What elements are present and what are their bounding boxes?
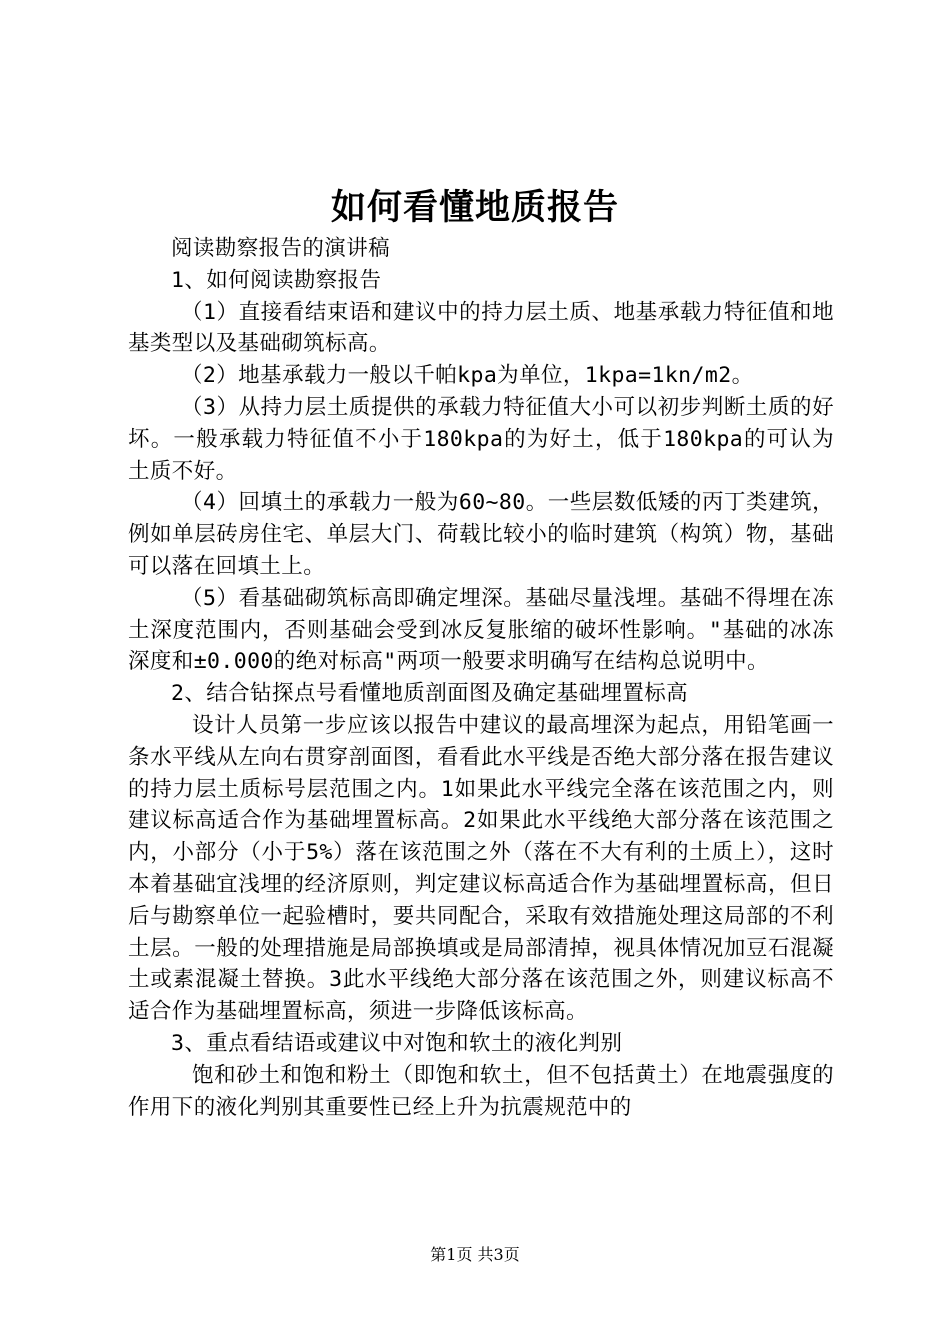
document-title: 如何看懂地质报告 [330,187,619,228]
section-heading-1: 1、如何阅读勘察报告 [171,267,382,293]
paragraph-item-2: （2）地基承载力一般以千帕kpa为单位，1kpa=1kn/m2。 [181,363,754,389]
paragraph-section-3-body: 饱和砂土和饱和粉土（即饱和软土，但不包括黄土）在地震强度的作用下的液化判别其重要性已经上升为抗震规范中的 [128,1062,834,1120]
paragraph-item-5: （5）看基础砌筑标高即确定埋深。基础尽量浅埋。基础不得埋在冻土深度范围内，否则基础会受到冰反复胀缩的破坏性影响。"基础的冰冻深度和±0.000的绝对标高"两项一般要求明确写在结构总说明中。 [128,585,834,675]
paragraph-item-1: （1）直接看结束语和建议中的持力层土质、地基承载力特征值和地基类型以及基础砌筑标高。 [128,299,834,357]
document-body [128,233,834,1123]
paragraph-subtitle: 阅读勘察报告的演讲稿 [171,236,391,261]
paragraph-item-3: （3）从持力层土质提供的承载力特征值大小可以初步判断土质的好坏。一般承载力特征值不小于180kpa的为好土，低于180kpa的可认为土质不好。 [128,394,834,484]
section-heading-2: 2、结合钻探点号看懂地质剖面图及确定基础埋置标高 [171,681,689,707]
section-heading-3: 3、重点看结语或建议中对饱和软土的液化判别 [171,1030,623,1056]
paragraph-section-2-body: 设计人员第一步应该以报告中建议的最高埋深为起点，用铅笔画一条水平线从左向右贯穿剖面图，看看此水平线是否绝大部分落在报告建议的持力层土质标号层范围之内。1如果此水平线完全落在该范围之内，则建议标高适合作为基础埋置标高。2如果此水平线绝大部分落在该范围之内，小部分（小于5%）落在该范围之外（落在不大有利的土质上），这时本着基础宜浅埋的经济原则，判定建议标高适合作为基础埋置标高，但日后与勘察单位一起验槽时，要共同配合，采取有效措施处理这局部的不利土层。一般的处理措施是局部换填或是局部清掉，视具体情况加豆石混凝土或素混凝土替换。3此水平线绝大部分落在该范围之外，则建议标高不适合作为基础埋置标高，须进一步降低该标高。 [128,712,834,1025]
paragraph-item-4: （4）回填土的承载力一般为60~80。一些层数低矮的丙丁类建筑，例如单层砖房住宅、单层大门、荷载比较小的临时建筑（构筑）物，基础可以落在回填土上。 [128,490,834,579]
page-footer: 第1页 共3页 [430,1245,520,1264]
